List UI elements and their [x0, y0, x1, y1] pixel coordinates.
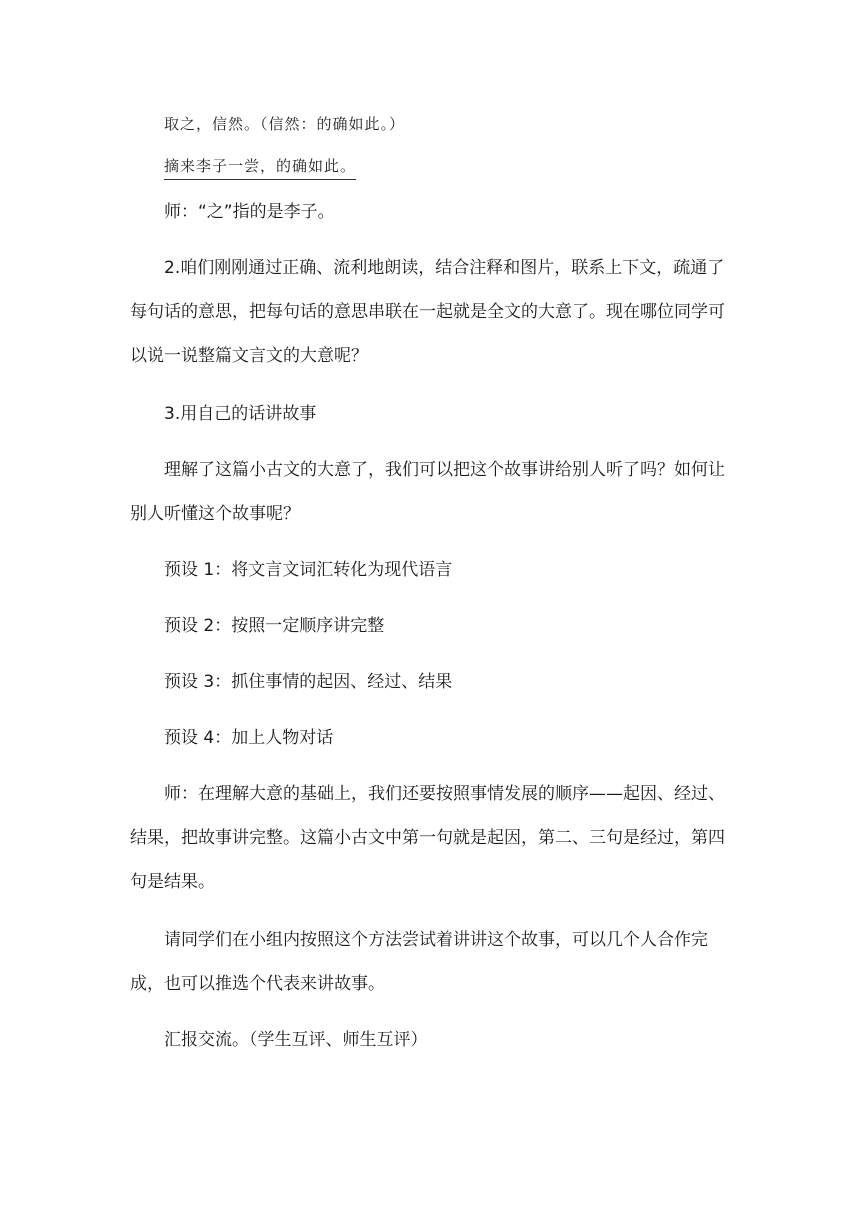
- paragraph-2-line-3: 以说一说整篇文言文的大意呢？: [130, 346, 368, 366]
- teacher-summary-line-1: 师：在理解大意的基础上，我们还要按照事情发展的顺序——起因、经过、: [164, 784, 725, 804]
- paragraph-2-line-2: 每句话的意思，把每句话的意思串联在一起就是全文的大意了。现在哪位同学可: [130, 302, 725, 322]
- translation-underlined-text: 摘来李子一尝，的确如此。: [164, 154, 356, 180]
- teacher-remark-zhi: 师：“之”指的是李子。: [164, 202, 335, 222]
- teacher-summary-line-3: 句是结果。: [130, 872, 215, 892]
- preset-1: 预设 1：将文言文词汇转化为现代语言: [164, 560, 453, 580]
- section-3-heading: 3.用自己的话讲故事: [164, 404, 317, 424]
- story-question-line-2: 别人听懂这个故事呢？: [130, 504, 300, 524]
- paragraph-2-line-1: 2.咱们刚刚通过正确、流利地朗读，结合注释和图片，联系上下文，疏通了: [164, 258, 725, 278]
- report-exchange: 汇报交流。（学生互评、师生互评）: [164, 1030, 428, 1050]
- preset-4: 预设 4：加上人物对话: [164, 728, 334, 748]
- group-activity-line-2: 成，也可以推选个代表来讲故事。: [130, 974, 385, 994]
- translation-sentence: [164, 154, 356, 180]
- teacher-summary-line-2: 结果，把故事讲完整。这篇小古文中第一句就是起因，第二、三句是经过，第四: [130, 828, 725, 848]
- group-activity-line-1: 请同学们在小组内按照这个方法尝试着讲讲这个故事，可以几个人合作完: [164, 930, 708, 950]
- story-question-line-1: 理解了这篇小古文的大意了，我们可以把这个故事讲给别人听了吗？如何让: [164, 460, 725, 480]
- classical-sentence: 取之，信然。（信然：的确如此。）: [164, 115, 406, 133]
- preset-2: 预设 2：按照一定顺序讲完整: [164, 616, 385, 636]
- preset-3: 预设 3：抓住事情的起因、经过、结果: [164, 672, 453, 692]
